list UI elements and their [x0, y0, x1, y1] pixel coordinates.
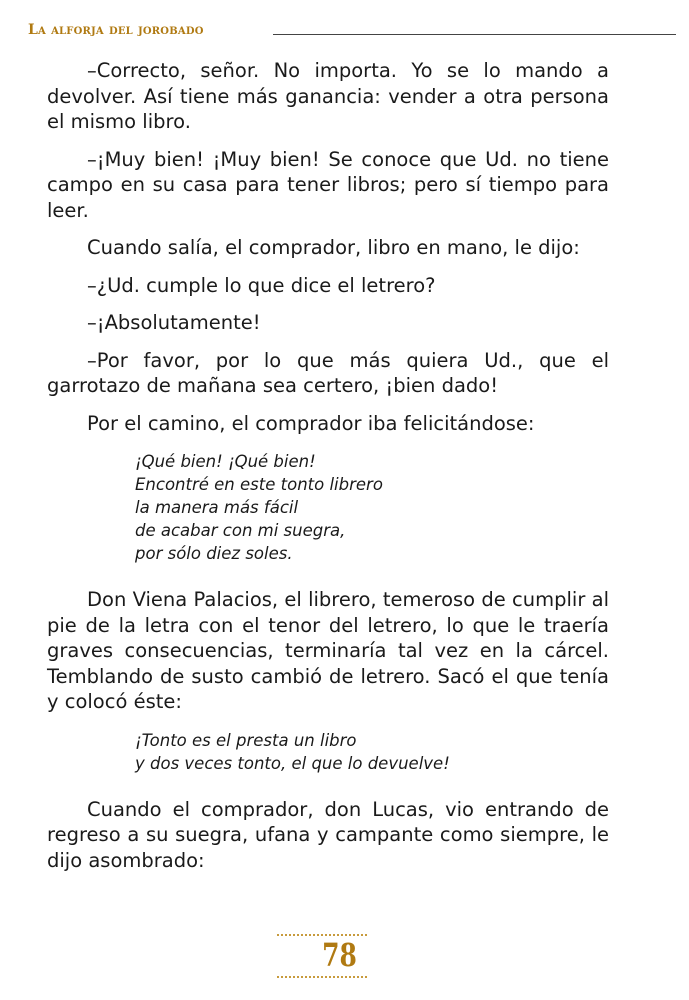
paragraph: Cuando el comprador, don Lucas, vio entrando de regreso a su suegra, ufana y campante como siempre, le dijo asombrado:	[47, 797, 609, 872]
paragraph: –¿Ud. cumple lo que dice el letrero?	[87, 273, 436, 297]
running-header	[28, 22, 676, 42]
paragraph: Cuando salía, el comprador, libro en mano, le dijo:	[87, 236, 580, 259]
verse-line: y dos veces tonto, el que lo devuelve!	[135, 753, 450, 773]
header-rule	[273, 34, 676, 35]
paragraph: –Correcto, señor. No importa. Yo se lo mando a devolver. Así tiene más ganancia: vender a otra persona el mismo libro.	[47, 59, 609, 133]
paragraph: –¡Muy bien! ¡Muy bien! Se conoce que Ud. no tiene campo en su casa para tener libros; pero sí tiempo para leer.	[47, 147, 609, 222]
book-title: La alforja del jorobado	[28, 22, 204, 38]
paragraph: Don Viena Palacios, el librero, temeroso de cumplir al pie de la letra con el tenor del letrero, lo que le traería graves consecuencias, terminaría tal vez en la cárcel. Temblando de susto cambió de letrero. Sacó el que tenía y colocó éste:	[47, 588, 609, 713]
verse-block	[135, 450, 609, 565]
paragraph: –Por favor, por lo que más quiera Ud., que el garrotazo de mañana sea certero, ¡bien dado!	[47, 348, 609, 397]
verse-line: de acabar con mi suegra,	[135, 521, 346, 540]
footer-rule-bottom	[277, 976, 367, 978]
paragraph: Por el camino, el comprador iba felicitándose:	[87, 411, 535, 435]
verse-line: ¡Qué bien! ¡Qué bien!	[135, 452, 316, 471]
sign-verse-block	[135, 729, 609, 775]
verse-line: ¡Tonto es el presta un libro	[135, 730, 357, 750]
paragraph: –¡Absolutamente!	[87, 311, 261, 334]
page-footer	[0, 928, 689, 988]
verse-line: Encontré en este tonto librero	[135, 475, 383, 494]
verse-line: la manera más fácil	[135, 498, 299, 517]
page-number: 78	[322, 936, 357, 974]
page-body	[47, 58, 609, 885]
verse-line: por sólo diez soles.	[135, 544, 293, 563]
